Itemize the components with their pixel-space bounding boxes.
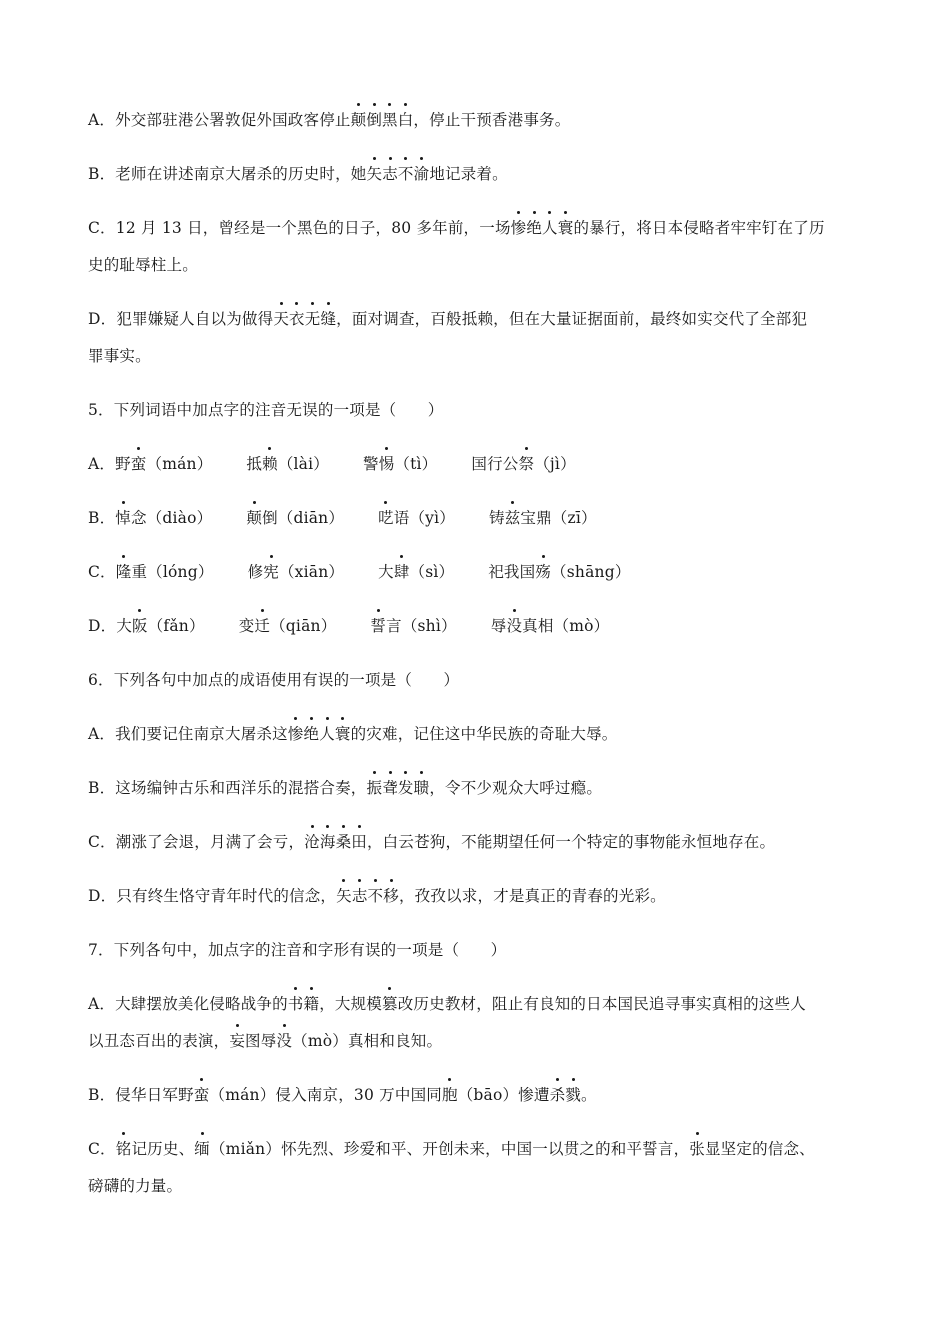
q5-option-d — [88, 614, 862, 638]
q6-stem: 6．下列各句中加点的成语使用有误的一项是（ ） — [88, 671, 460, 689]
q7-option-c-cont: 磅礴的力量。 — [88, 1177, 183, 1195]
dotted-char — [116, 1140, 132, 1158]
emphasis-dot-char: 呓 — [378, 506, 394, 530]
option-label: A． — [88, 455, 116, 473]
emphasis-dot-char: 绝 — [526, 216, 542, 240]
q4-option-b: B．老师在讲述南京大屠杀的历史时，她矢志不渝地记录着。 — [88, 162, 862, 186]
emphasis-dot-char: 白 — [398, 108, 414, 132]
emphasis-dot-char: 振 — [367, 776, 383, 800]
emphasis-dot-char: 不 — [368, 884, 384, 908]
emphasis-dot-char: 没 — [276, 1029, 292, 1053]
dotted-idiom — [273, 310, 336, 328]
emphasis-dot-char: 妄 — [229, 1029, 245, 1053]
emphasis-dot-char: 无 — [305, 307, 321, 331]
dotted-idiom — [288, 725, 351, 743]
emphasis-dot-char: 沧 — [304, 830, 320, 854]
emphasis-dot-char: 志 — [382, 162, 398, 186]
q7-option-c: C．铭记历史、缅（miǎn）怀先烈、珍爱和平、开创未来，中国一以贯之的和平誓言，张显坚定的信念、 — [88, 1137, 862, 1161]
emphasis-dot-char: 兹 — [505, 506, 521, 530]
q7-option-b: B．侵华日军野蛮（mán）侵入南京，30 万中国同胞（bāo）惨遭杀戮。 — [88, 1083, 862, 1107]
q4-option-c: C．12 月 13 日，曾经是一个黑色的日子，80 多年前，一场惨绝人寰的暴行，将日本侵略者牢牢钉在了历 — [88, 216, 862, 240]
q5-option-a — [88, 452, 862, 476]
q4-option-d-cont: 罪事实。 — [88, 347, 151, 365]
word-item: 隆重（lóng） — [116, 560, 214, 584]
emphasis-dot-char: 海 — [320, 830, 336, 854]
emphasis-dot-char: 篡 — [382, 992, 398, 1016]
emphasis-dot-char: 赖 — [262, 452, 278, 476]
emphasis-dot-char: 移 — [383, 884, 399, 908]
emphasis-dot-char: 阪 — [132, 614, 148, 638]
emphasis-dot-char: 寰 — [558, 216, 574, 240]
q4-option-a: A．外交部驻港公署敦促外国政客停止颠倒黑白，停止干预香港事务。 — [88, 108, 862, 132]
q6-option-c: C．潮涨了会退，月满了会亏，沧海桑田，白云苍狗，不能期望任何一个特定的事物能永恒地存在。 — [88, 830, 862, 854]
dotted-idiom — [304, 833, 367, 851]
dotted-idiom — [367, 779, 430, 797]
emphasis-dot-char: 书 — [288, 992, 304, 1016]
emphasis-dot-char: 缅 — [194, 1137, 210, 1161]
dotted-idiom — [336, 887, 399, 905]
emphasis-dot-char: 矢 — [336, 884, 352, 908]
emphasis-dot-char: 戮 — [565, 1083, 581, 1107]
emphasis-dot-char: 人 — [319, 722, 335, 746]
q4-option-c-cont: 史的耻辱柱上。 — [88, 256, 198, 274]
word-item: 颠倒（diān） — [246, 506, 344, 530]
dotted-char — [442, 1086, 458, 1104]
q5-option-c — [88, 560, 862, 584]
option-label: B． — [88, 509, 116, 527]
dotted-idiom — [511, 219, 574, 237]
emphasis-dot-char: 悼 — [115, 506, 131, 530]
word-item: 修宪（xiān） — [248, 560, 345, 584]
word-item: 变迁（qiān） — [239, 614, 337, 638]
q7-option-a: A．大肆摆放美化侵略战争的书籍，大规模篡改历史教材，阻止有良知的日本国民追寻事实真相的这些人 — [88, 992, 862, 1016]
emphasis-dot-char: 肆 — [394, 560, 410, 584]
emphasis-dot-char: 田 — [351, 830, 367, 854]
emphasis-dot-char: 蛮 — [194, 1083, 210, 1107]
option-label: C． — [88, 563, 116, 581]
q6-option-d: D．只有终生恪守青年时代的信念，矢志不移，孜孜以求，才是真正的青春的光彩。 — [88, 884, 862, 908]
q7-option-a-cont: 以丑态百出的表演，妄图辱没（mò）真相和良知。 — [88, 1029, 862, 1053]
word-item: 呓语（yì） — [378, 506, 455, 530]
emphasis-dot-char: 人 — [542, 216, 558, 240]
dotted-char — [689, 1140, 705, 1158]
emphasis-dot-char: 惕 — [379, 452, 395, 476]
emphasis-dot-char: 张 — [689, 1137, 705, 1161]
emphasis-dot-char: 颠 — [351, 108, 367, 132]
emphasis-dot-char: 誓 — [370, 614, 386, 638]
emphasis-dot-char: 寰 — [335, 722, 351, 746]
word-item: 野蛮（mán） — [115, 452, 212, 476]
dotted-word — [288, 995, 319, 1013]
emphasis-dot-char: 发 — [398, 776, 414, 800]
dotted-idiom — [351, 111, 414, 129]
emphasis-dot-char: 迁 — [254, 614, 270, 638]
word-item: 大肆（sì） — [378, 560, 454, 584]
word-item: 国行公祭（jì） — [471, 452, 575, 476]
option-label: D． — [88, 617, 117, 635]
q7-stem: 7．下列各句中，加点字的注音和字形有误的一项是（ ） — [88, 941, 507, 959]
emphasis-dot-char: 聩 — [414, 776, 430, 800]
emphasis-dot-char: 蛮 — [131, 452, 147, 476]
emphasis-dot-char: 衣 — [289, 307, 305, 331]
word-item: 誓言（shì） — [370, 614, 456, 638]
emphasis-dot-char: 颠 — [246, 506, 262, 530]
word-item: 抵赖（lài） — [246, 452, 329, 476]
emphasis-dot-char: 籍 — [304, 992, 320, 1016]
emphasis-dot-char: 杀 — [550, 1083, 566, 1107]
q5-option-b — [88, 506, 862, 530]
emphasis-dot-char: 聋 — [382, 776, 398, 800]
q5-stem: 5．下列词语中加点字的注音无误的一项是（ ） — [88, 401, 444, 419]
dotted-word — [550, 1086, 581, 1104]
dotted-char — [194, 1086, 210, 1104]
emphasis-dot-char: 天 — [273, 307, 289, 331]
emphasis-dot-char: 惨 — [511, 216, 527, 240]
emphasis-dot-char: 缝 — [320, 307, 336, 331]
emphasis-dot-char: 铭 — [116, 1137, 132, 1161]
emphasis-dot-char: 宪 — [263, 560, 279, 584]
word-item: 祀我国殇（shāng） — [488, 560, 630, 584]
word-item: 辱没真相（mò） — [491, 614, 610, 638]
emphasis-dot-char: 胞 — [442, 1083, 458, 1107]
dotted-char — [229, 1032, 245, 1050]
emphasis-dot-char: 惨 — [288, 722, 304, 746]
word-item: 警惕（tì） — [363, 452, 437, 476]
emphasis-dot-char: 绝 — [304, 722, 320, 746]
emphasis-dot-char: 矢 — [367, 162, 383, 186]
emphasis-dot-char: 殇 — [535, 560, 551, 584]
emphasis-dot-char: 隆 — [116, 560, 132, 584]
emphasis-dot-char: 桑 — [336, 830, 352, 854]
dotted-char — [194, 1140, 210, 1158]
emphasis-dot-char: 不 — [398, 162, 414, 186]
dotted-char — [276, 1032, 292, 1050]
emphasis-dot-char: 祭 — [519, 452, 535, 476]
emphasis-dot-char: 志 — [352, 884, 368, 908]
emphasis-dot-char: 渝 — [414, 162, 430, 186]
q6-option-b: B．这场编钟古乐和西洋乐的混搭合奏，振聋发聩，令不少观众大呼过瘾。 — [88, 776, 862, 800]
emphasis-dot-char: 没 — [506, 614, 522, 638]
q6-option-a: A．我们要记住南京大屠杀这惨绝人寰的灾难，记住这中华民族的奇耻大辱。 — [88, 722, 862, 746]
q4-option-d: D．犯罪嫌疑人自以为做得天衣无缝，面对调查，百般抵赖，但在大量证据面前，最终如实交代了全部犯 — [88, 307, 862, 331]
dotted-idiom — [367, 165, 430, 183]
emphasis-dot-char: 黑 — [382, 108, 398, 132]
word-item: 悼念（diào） — [115, 506, 212, 530]
dotted-char — [382, 995, 398, 1013]
emphasis-dot-char: 倒 — [366, 108, 382, 132]
word-item: 铸兹宝鼎（zī） — [489, 506, 597, 530]
word-item: 大阪（fǎn） — [116, 614, 204, 638]
